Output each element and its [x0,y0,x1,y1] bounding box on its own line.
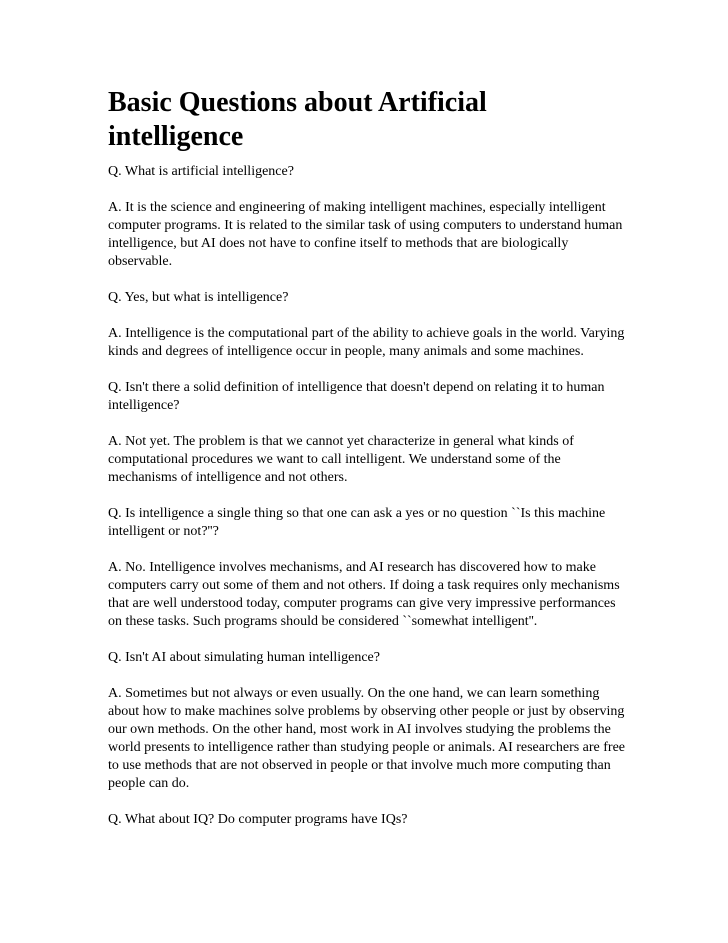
question-what-is-intelligence: Q. Yes, but what is intelligence? [108,290,289,305]
page-title: Basic Questions about Artificial intelligence [108,87,487,152]
question-iq: Q. What about IQ? Do computer programs have IQs? [108,812,408,827]
question-simulating-human: Q. Isn't AI about simulating human intelligence? [108,650,380,665]
document-page [108,86,628,847]
question-what-is-ai: Q. What is artificial intelligence? [108,164,294,179]
question-solid-definition: Q. Isn't there a solid definition of intelligence that doesn't depend on relating it to human intelligence? [108,380,605,413]
answer-solid-definition: A. Not yet. The problem is that we cannot yet characterize in general what kinds of computational procedures we want to call intelligent. We understand some of the mechanisms of intelligence and not others. [108,434,574,485]
answer-what-is-intelligence: A. Intelligence is the computational part of the ability to achieve goals in the world. Varying kinds and degrees of intelligence occur in people, many animals and some machines. [108,326,625,359]
answer-simulating-human: A. Sometimes but not always or even usually. On the one hand, we can learn something about how to make machines solve problems by observing other people or just by observing our own methods. On the other hand, most work in AI involves studying the problems the world presents to intelligence rather than studying people or animals. AI researchers are free to use methods that are not observed in people or that involve much more computing than people can do. [108,686,626,791]
answer-what-is-ai: A. It is the science and engineering of making intelligent machines, especially intelligent computer programs. It is related to the similar task of using computers to understand human intelligence, but AI does not have to confine itself to methods that are biologically observable. [108,200,623,269]
question-single-thing: Q. Is intelligence a single thing so that one can ask a yes or no question ``Is this machine intelligent or not?''? [108,506,606,539]
answer-single-thing: A. No. Intelligence involves mechanisms, and AI research has discovered how to make computers carry out some of them and not others. If doing a task requires only mechanisms that are well understood today, computer programs can give very impressive performances on these tasks. Such programs should be considered ``somewhat intelligent''. [108,560,620,629]
